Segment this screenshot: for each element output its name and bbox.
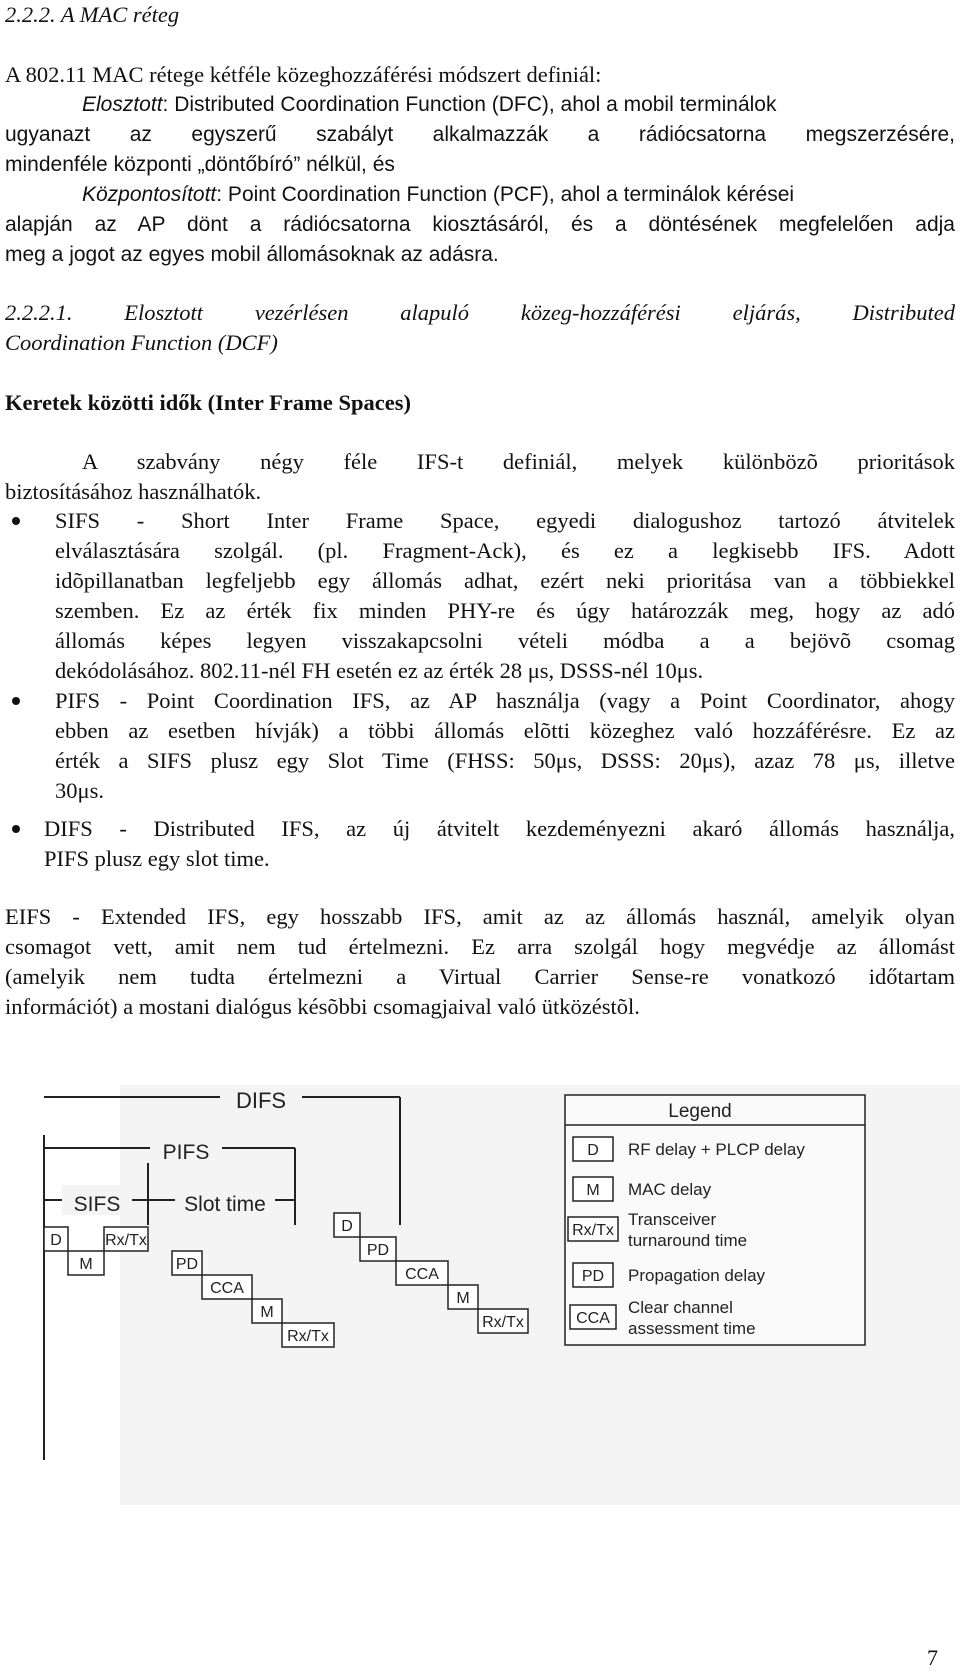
ifs-intro-line-1: A szabvány négy féle IFS-t definiál, melyek különbözõ prioritások bbox=[82, 449, 955, 474]
sifs-line-2: elválasztására szolgál. (pl. Fragment-Ack), és ez a legkisebb IFS. Adott bbox=[55, 538, 955, 563]
intro-line-2 bbox=[82, 90, 776, 120]
legend-key-m-label: M bbox=[586, 1182, 600, 1199]
box-pd-1-label: PD bbox=[175, 1256, 199, 1273]
eifs-line-3: (amelyik nem tudta értelmezni a Virtual Carrier Sense-re vonatkozó időtartam bbox=[5, 964, 955, 989]
box-m-2-label: M bbox=[260, 1304, 274, 1321]
legend-desc-cca-1: Clear channel bbox=[628, 1298, 733, 1317]
sifs-line-5: állomás képes legyen visszakapcsolni vételi módba a a bejövõ csomag bbox=[55, 628, 955, 653]
intro-line-2-rest: : Distributed Coordination Function (DFC), ahol a mobil terminálok bbox=[162, 93, 777, 116]
box-d-2-label: D bbox=[341, 1218, 353, 1235]
page-number: 7 bbox=[927, 1645, 938, 1670]
subsection-heading-line-1: 2.2.2.1. Elosztott vezérlésen alapuló közeg-hozzáférési eljárás, Distributed bbox=[5, 300, 955, 325]
legend-title: Legend bbox=[668, 1101, 732, 1122]
sifs-line-4: szemben. Ez az érték fix minden PHY-re és úgy határozzák meg, hogy az adó bbox=[55, 598, 955, 623]
legend-desc-cca-2: assessment time bbox=[628, 1319, 756, 1338]
pifs-line-3: érték a SIFS plusz egy Slot Time (FHSS: 50μs, DSSS: 20μs), azaz 78 μs, illetve bbox=[55, 748, 955, 773]
legend-key-rxtx-label: Rx/Tx bbox=[572, 1222, 614, 1239]
box-rxtx-2-label: Rx/Tx bbox=[287, 1328, 329, 1345]
intro-line-3: ugyanazt az egyszerű szabályt alkalmazzák a rádiócsatorna megszerzésére, bbox=[5, 123, 955, 146]
eifs-line-4: információt) a mostani dialógus késõbbi csomagjaival való ütközéstõl. bbox=[5, 994, 640, 1019]
intro-line-5 bbox=[82, 180, 794, 210]
box-m-1-label: M bbox=[79, 1256, 93, 1273]
ifs-intro-line-2: biztosításához használhatók. bbox=[5, 479, 262, 504]
legend-key-cca-label: CCA bbox=[576, 1310, 610, 1327]
intro-line-7: meg a jogot az egyes mobil állomásoknak az adásra. bbox=[5, 243, 499, 266]
pifs-line-2: ebben az esetben hívják) a többi állomás elõtti közeghez való hozzáférésre. Ez az bbox=[55, 718, 955, 743]
box-cca-2-label: CCA bbox=[405, 1266, 439, 1283]
ifs-timing-diagram bbox=[0, 1085, 960, 1585]
sifs-line-6: dekódolásához. 802.11-nél FH esetén ez az érték 28 μs, DSSS-nél 10μs. bbox=[55, 658, 704, 683]
difs-line-2: PIFS plusz egy slot time. bbox=[44, 846, 270, 871]
box-rxtx-1-label: Rx/Tx bbox=[105, 1232, 147, 1249]
section-heading: 2.2.2. A MAC réteg bbox=[5, 2, 180, 27]
sifs-label: SIFS bbox=[73, 1193, 121, 1216]
pifs-line-4: 30μs. bbox=[55, 778, 104, 803]
intro-line-1: A 802.11 MAC rétege kétféle közeghozzáférési módszert definiál: bbox=[5, 62, 602, 87]
legend-key-pd-label: PD bbox=[581, 1268, 605, 1285]
eifs-line-1: EIFS - Extended IFS, egy hosszabb IFS, amit az az állomás használ, amelyik olyan bbox=[5, 904, 955, 929]
legend-desc-rxtx-1: Transceiver bbox=[628, 1210, 717, 1229]
centralized-term: Központosított bbox=[82, 183, 217, 206]
bullet-difs bbox=[12, 825, 20, 833]
bullet-sifs bbox=[12, 517, 20, 525]
legend-desc-m: MAC delay bbox=[628, 1180, 712, 1199]
subsection-heading-line-2: Coordination Function (DCF) bbox=[5, 330, 278, 355]
eifs-line-2: csomagot vett, amit nem tud értelmezni. Ez arra szolgál hogy megvédje az állomást bbox=[5, 934, 955, 959]
pifs-label: PIFS bbox=[162, 1141, 210, 1164]
intro-line-5-rest: : Point Coordination Function (PCF), ahol a terminálok kérései bbox=[216, 183, 795, 206]
legend-desc-rxtx-2: turnaround time bbox=[628, 1231, 748, 1250]
intro-line-4: mindenféle központi „döntőbíró” nélkül, és bbox=[5, 153, 395, 176]
ifs-heading: Keretek közötti idők (Inter Frame Spaces) bbox=[5, 390, 411, 415]
box-m-3-label: M bbox=[456, 1290, 470, 1307]
distributed-term: Elosztott bbox=[82, 93, 163, 116]
box-cca-1-label: CCA bbox=[210, 1280, 244, 1297]
sifs-line-3: idõpillanatban legfeljebb egy állomás adhat, ezért neki prioritása van a többiekkel bbox=[55, 568, 955, 593]
difs-line-1: DIFS - Distributed IFS, az új átvitelt kezdeményezni akaró állomás használja, bbox=[44, 816, 955, 841]
legend-desc-pd: Propagation delay bbox=[628, 1266, 766, 1285]
pifs-line-1: PIFS - Point Coordination IFS, az AP használja (vagy a Point Coordinator, ahogy bbox=[55, 688, 955, 713]
sifs-line-1: SIFS - Short Inter Frame Space, egyedi dialogushoz tartozó átvitelek bbox=[55, 508, 955, 533]
box-d-1-label: D bbox=[50, 1232, 62, 1249]
difs-label: DIFS bbox=[235, 1088, 287, 1113]
box-pd-2-label: PD bbox=[366, 1242, 390, 1259]
legend-desc-d: RF delay + PLCP delay bbox=[628, 1140, 805, 1159]
legend-key-d-label: D bbox=[587, 1142, 599, 1159]
legend bbox=[565, 1095, 865, 1345]
bullet-pifs bbox=[12, 697, 20, 705]
intro-line-6: alapján az AP dönt a rádiócsatorna kiosztásáról, és a döntésének megfelelően adja bbox=[5, 213, 955, 236]
box-rxtx-3-label: Rx/Tx bbox=[482, 1314, 524, 1331]
slot-time-label: Slot time bbox=[184, 1193, 266, 1216]
